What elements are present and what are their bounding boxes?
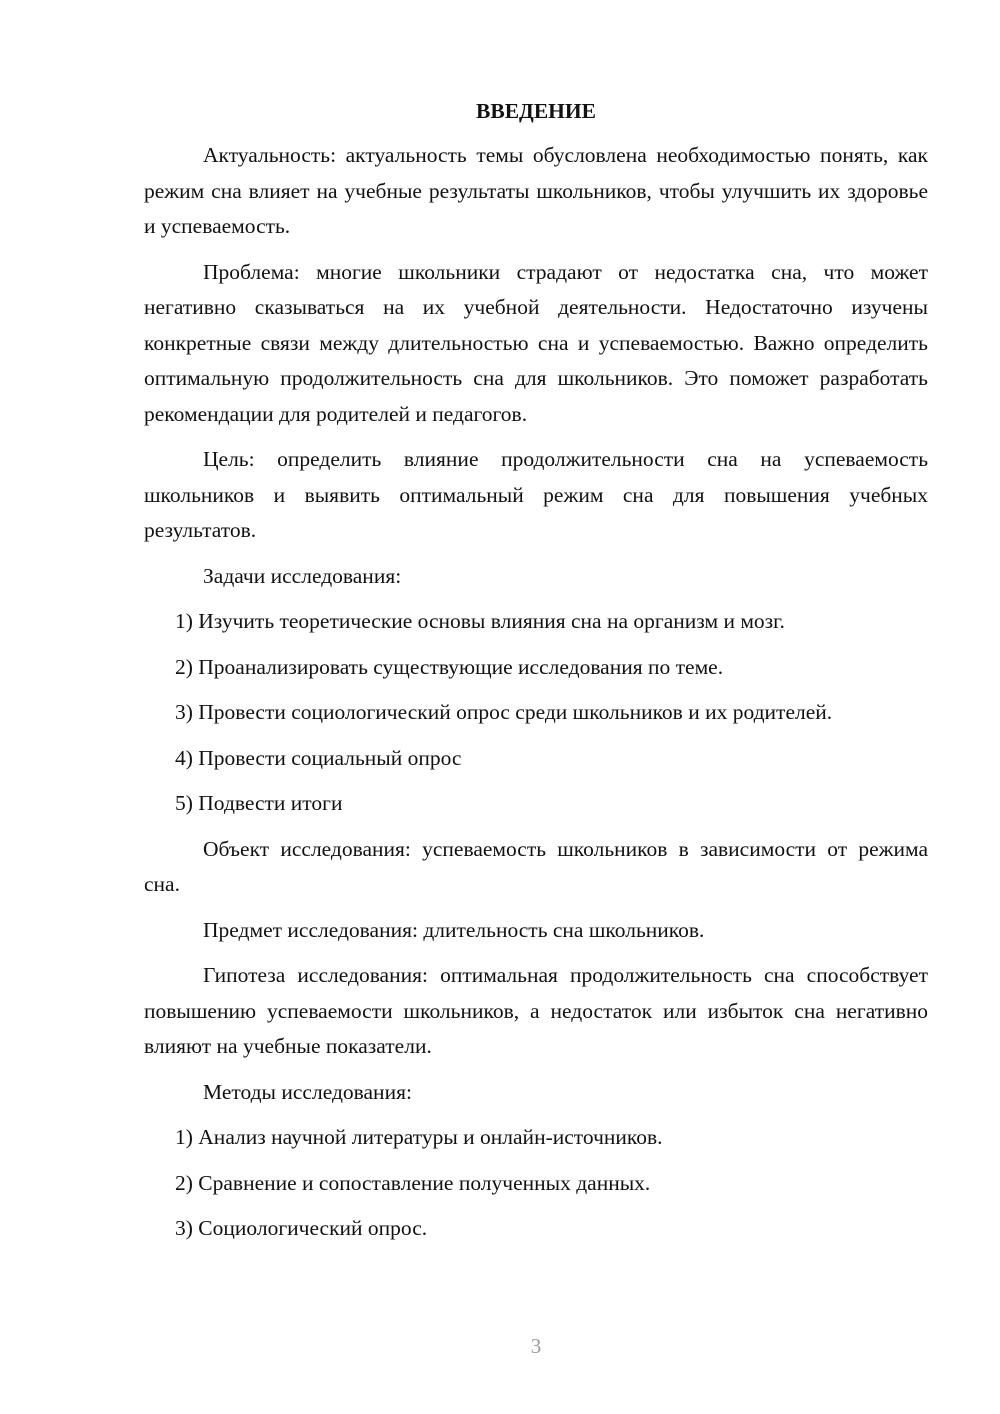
method-item: 3) Социологический опрос. bbox=[175, 1216, 428, 1240]
section-title: ВВЕДЕНИЕ bbox=[476, 99, 596, 123]
task-item: 2) Проанализировать существующие исследования по теме. bbox=[175, 654, 724, 679]
method-item: 1) Анализ научной литературы и онлайн-источников. bbox=[175, 1125, 663, 1149]
page-content bbox=[144, 92, 928, 1257]
page-number: 3 bbox=[530, 1334, 542, 1358]
task-item: 3) Провести социологический опрос среди школьников и их родителей. bbox=[175, 700, 833, 724]
task-item: 5) Подвести итоги bbox=[175, 791, 343, 815]
goal-paragraph: Цель: определить влияние продолжительности сна на успеваемость школьников и выявить оптимальный режим сна для повышения учебных результатов. bbox=[144, 447, 928, 542]
relevance-paragraph: Актуальность: актуальность темы обусловлена необходимостью понять, как режим сна влияет на учебные результаты школьников, чтобы улучшить их здоровье и успеваемость. bbox=[144, 143, 928, 238]
hypothesis-paragraph: Гипотеза исследования: оптимальная продолжительность сна способствует повышению успеваемости школьников, а недостаток или избыток сна негативно влияют на учебные показатели. bbox=[144, 963, 928, 1058]
tasks-heading: Задачи исследования: bbox=[203, 563, 402, 588]
methods-heading: Методы исследования: bbox=[203, 1079, 412, 1104]
method-item: 2) Сравнение и сопоставление полученных данных. bbox=[175, 1170, 651, 1195]
subject-paragraph: Предмет исследования: длительность сна школьников. bbox=[203, 917, 705, 942]
object-paragraph: Объект исследования: успеваемость школьников в зависимости от режима сна. bbox=[144, 836, 928, 896]
task-item: 4) Провести социальный опрос bbox=[175, 745, 462, 770]
problem-paragraph: Проблема: многие школьники страдают от недостатка сна, что может негативно сказываться на их учебной деятельности. Недостаточно изучены конкретные связи между длительностью сна и успеваемостью. Важно определить оптимальную продолжительность сна для школьников. Это поможет разработать рекомендации для родителей и педагогов. bbox=[144, 259, 928, 426]
task-item: 1) Изучить теоретические основы влияния сна на организм и мозг. bbox=[175, 609, 785, 633]
